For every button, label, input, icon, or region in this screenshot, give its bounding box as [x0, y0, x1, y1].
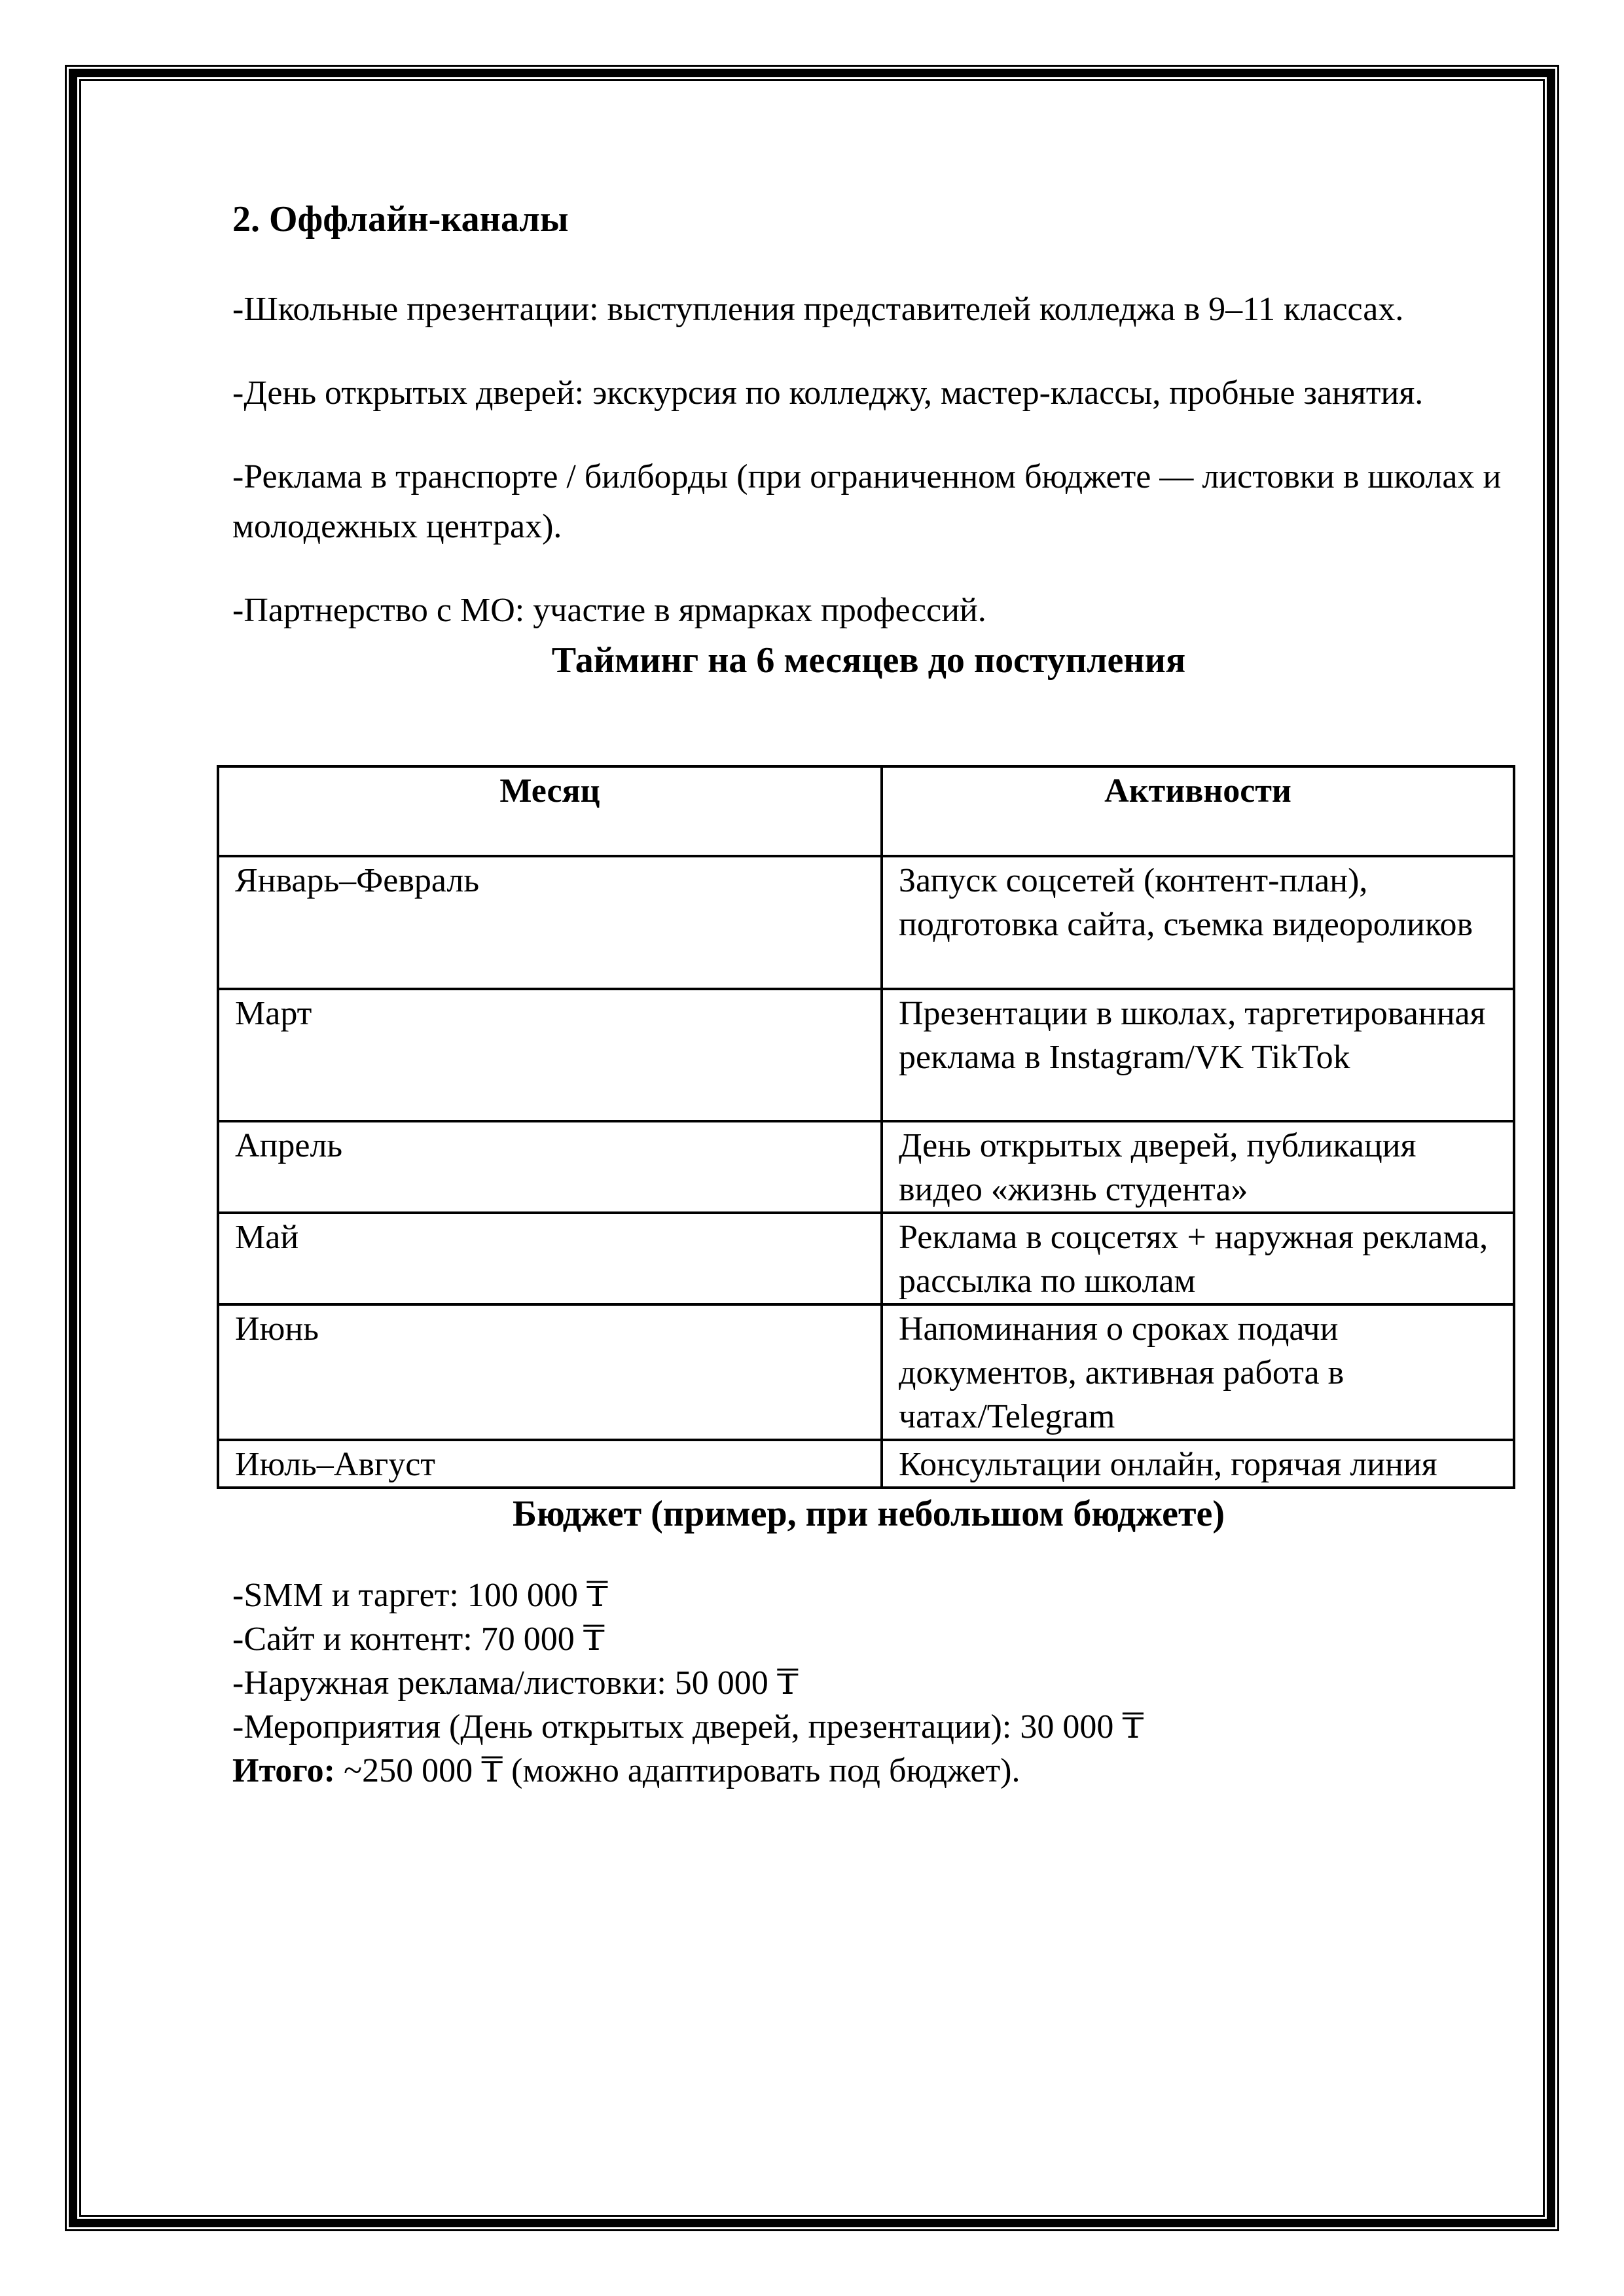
paragraph-school-presentations: -Школьные презентации: выступления представителей колледжа в 9–11 классах.: [232, 291, 1404, 328]
budget-item-site: -Сайт и контент: 70 000 ₸: [232, 1621, 605, 1658]
section-heading-offline-channels: 2. Оффлайн-каналы: [232, 199, 569, 240]
budget-total-label: Итого:: [232, 1752, 335, 1789]
budget-item-smm: -SMM и таргет: 100 000 ₸: [232, 1577, 608, 1614]
cell-month: Июль–Август: [218, 1440, 882, 1488]
table-row: [218, 1440, 1514, 1488]
timing-table: [217, 765, 1515, 1489]
cell-activities: Презентации в школах, таргетированная реклама в Instagram/VK TikTok: [882, 989, 1514, 1121]
paragraph-transport-ads: -Реклама в транспорте / билборды (при ограниченном бюджете — листовки в школах и молодежных центрах).: [232, 458, 1502, 545]
table-row: [218, 1304, 1514, 1440]
cell-activities: День открытых дверей, публикация видео «жизнь студента»: [882, 1121, 1514, 1213]
cell-month: Май: [218, 1213, 882, 1304]
cell-month: Март: [218, 989, 882, 1121]
cell-activities: Запуск соцсетей (контент-план), подготовка сайта, съемка видеороликов: [882, 856, 1514, 989]
table-row: [218, 1213, 1514, 1304]
cell-activities: Реклама в соцсетях + наружная реклама, рассылка по школам: [882, 1213, 1514, 1304]
table-header-row: [218, 766, 1514, 856]
cell-month: Январь–Февраль: [218, 856, 882, 989]
timing-heading: Тайминг на 6 месяцев до поступления: [551, 640, 1186, 681]
paragraph-open-doors-day: -День открытых дверей: экскурсия по колледжу, мастер-классы, пробные занятия.: [232, 374, 1424, 412]
cell-month: Июнь: [218, 1304, 882, 1440]
budget-item-outdoor: -Наружная реклама/листовки: 50 000 ₸: [232, 1664, 799, 1702]
table-row: [218, 989, 1514, 1121]
cell-month: Апрель: [218, 1121, 882, 1213]
cell-activities: Консультации онлайн, горячая линия: [882, 1440, 1514, 1488]
page-content: [81, 81, 1543, 2215]
cell-activities: Напоминания о сроках подачи документов, активная работа в чатах/Telegram: [882, 1304, 1514, 1440]
column-header-month: Месяц: [218, 766, 882, 856]
table-row: [218, 1121, 1514, 1213]
budget-heading: Бюджет (пример, при небольшом бюджете): [512, 1494, 1225, 1534]
budget-total: [232, 1749, 1505, 1793]
paragraph-partnership: -Партнерство с МО: участие в ярмарках профессий.: [232, 592, 986, 629]
budget-total-value: ~250 000 ₸ (можно адаптировать под бюджет).: [334, 1752, 1020, 1789]
table-row: [218, 856, 1514, 989]
column-header-activities: Активности: [882, 766, 1514, 856]
budget-item-events: -Мероприятия (День открытых дверей, презентации): 30 000 ₸: [232, 1708, 1144, 1746]
budget-list: [232, 1573, 1505, 1793]
